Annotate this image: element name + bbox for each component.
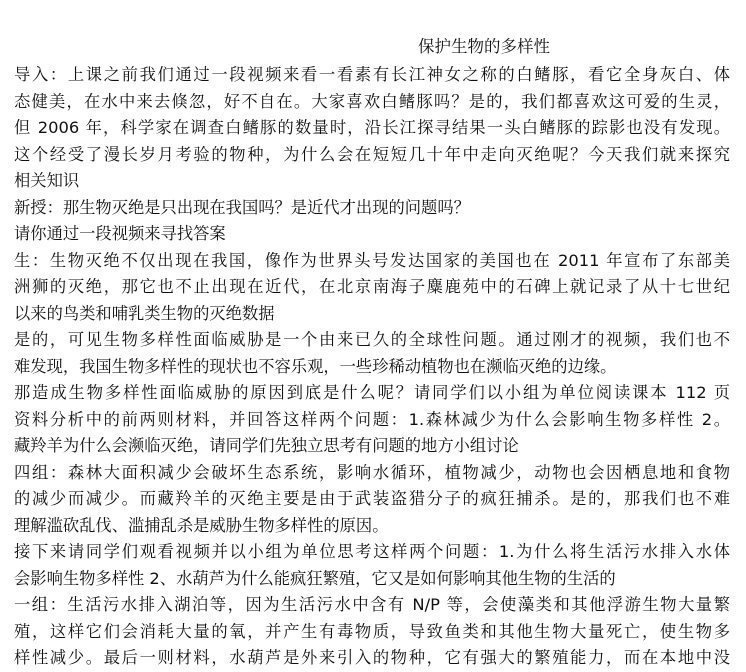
text-line: 一组：生活污水排入湖泊等，因为生活污水中含有 N/P 等，会使藻类和其他浮游生物大量繁 [14,595,730,614]
text-line: 请你通过一段视频来寻找答案 [14,224,226,243]
text-line: 导入：上课之前我们通过一段视频来看一看素有长江神女之称的白鳍豚，看它全身灰白、体 [14,65,730,84]
text-line: 这个经受了漫长岁月考验的物种，为什么会在短短几十年中走向灭绝呢？今天我们就来探究 [14,144,730,164]
text-line: 生：生物灭绝不仅出现在我国，像作为世界头号发达国家的美国也在 2011 年宣布了东部美 [14,250,730,270]
text-line: 洲狮的灭绝，那它也不止出现在近代，在北京南海子麋鹿苑中的石碑上就记录了从十七世纪 [14,277,730,296]
text-line: 但 2006 年，科学家在调查白鳍豚的数量时，沿长江探寻结果一头白鳍豚的踪影也没有发现。 [14,118,730,137]
document-title: 保护生物的多样性 [418,37,550,56]
text-line: 会影响生物多样性 2、水葫芦为什么能疯狂繁殖，它又是如何影响其他生物的生活的 [14,568,616,588]
text-line: 资料分析中的前两则材料，并回答这样两个问题：1.森林减少为什么会影响生物多样性 2。 [14,409,730,429]
text-line: 样性减少。最后一则材料，水葫芦是外来引入的物种，它有强大的繁殖能力，而在本地中没 [14,648,730,667]
text-line: 那造成生物多样性面临威胁的原因到底是什么呢？请同学们以小组为单位阅读课本 112 页 [14,383,730,402]
text-line: 相关知识 [14,171,80,190]
text-line: 新授：那生物灭绝是只出现在我国吗？是近代才出现的问题吗？ [14,197,470,217]
text-line: 藏羚羊为什么会濒临灭绝，请同学们先独立思考有问题的地方小组讨论 [14,436,519,455]
text-line: 殖，这样它们会消耗大量的氧，并产生有毒物质，导致鱼类和其他生物大量死亡，使生物多 [14,621,730,641]
text-line: 的减少而减少。而藏羚羊的灭绝主要是由于武装盗猎分子的疯狂捕杀。是的，那我们也不难 [14,489,730,508]
text-line: 四组：森林大面积减少会破坏生态系统，影响水循环，植物减少，动物也会因栖息地和食物 [14,462,730,482]
document-body [14,62,730,672]
text-line: 是的，可见生物多样性面临威胁是一个由来已久的全球性问题。通过刚才的视频，我们也不 [14,330,730,349]
text-line: 难发现，我国生物多样性的现状也不容乐观，一些珍稀动植物也在濒临灭绝的边缘。 [14,356,617,376]
text-line: 以来的鸟类和哺乳类生物的灭绝数据 [14,303,275,323]
text-line: 理解滥砍乱伐、滥捕乱杀是威胁生物多样性的原因。 [14,515,389,535]
text-line: 态健美，在水中来去倏忽，好不自在。大家喜欢白鳍豚吗？是的，我们都喜欢这可爱的生灵， [14,91,730,111]
text-line: 接下来请同学们观看视频并以小组为单位思考这样两个问题：1.为什么将生活污水排入水体 [14,542,730,561]
